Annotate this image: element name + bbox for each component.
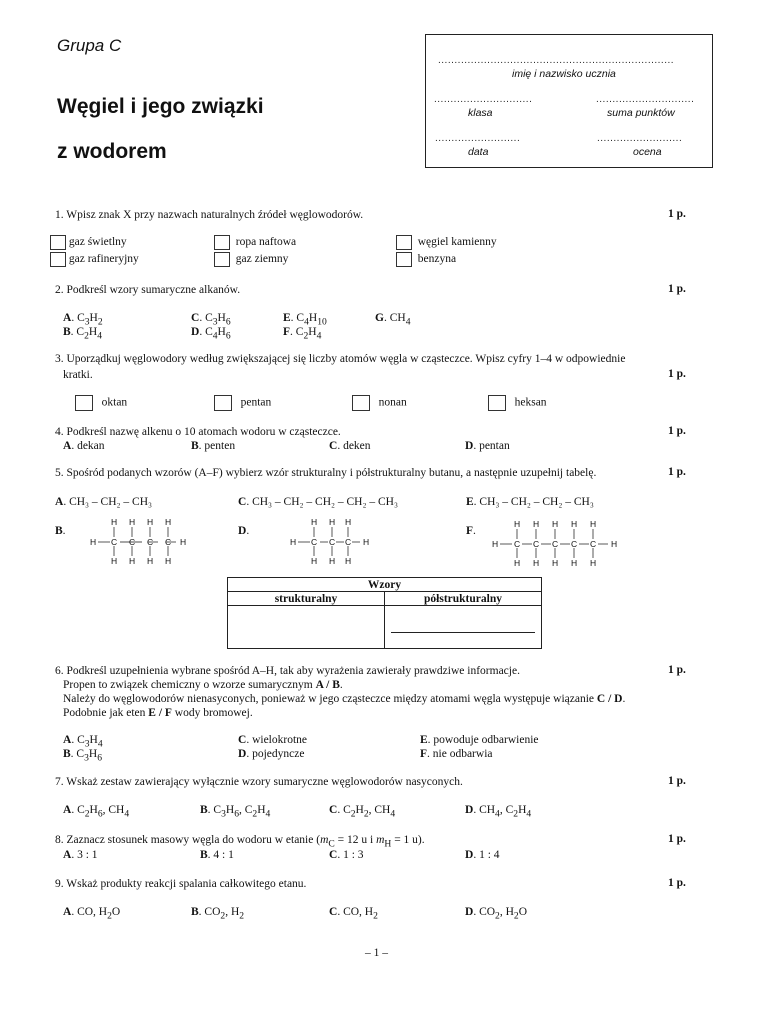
svg-text:H: H bbox=[111, 517, 118, 527]
q9-points: 1 p. bbox=[668, 877, 686, 889]
q2-option-d[interactable]: D. $C_4H_6$ bbox=[191, 326, 231, 342]
q4-option-d[interactable]: D. pentan bbox=[465, 440, 510, 452]
svg-text:H: H bbox=[290, 537, 297, 547]
answer-line bbox=[391, 632, 535, 633]
q2-text: 2. Podkreśl wzory sumaryczne alkanów. bbox=[55, 284, 241, 296]
q2-option-a[interactable]: A. $C_3H_2$ bbox=[63, 312, 103, 328]
page-title: Węgiel i jego związki bbox=[57, 95, 264, 118]
svg-text:C: C bbox=[165, 537, 172, 547]
choice-ef[interactable]: E / F bbox=[148, 707, 172, 719]
svg-text:H: H bbox=[345, 517, 352, 527]
q9-text: 9. Wskaż produkty reakcji spalania całkowitego etanu. bbox=[55, 878, 307, 890]
svg-text:H: H bbox=[311, 517, 318, 527]
svg-text:H: H bbox=[329, 556, 336, 566]
q9-option-b[interactable]: B. $CO_2$, $H_2$ bbox=[191, 906, 245, 922]
q8-option-c[interactable]: C. 1 : 3 bbox=[329, 849, 364, 861]
svg-text:C: C bbox=[111, 537, 118, 547]
q6-option-c[interactable]: C. wielokrotne bbox=[238, 734, 307, 746]
q2-option-b[interactable]: B. $C_2H_4$ bbox=[63, 326, 102, 342]
svg-text:C: C bbox=[571, 539, 578, 549]
answer-box[interactable] bbox=[352, 395, 370, 411]
q1-option[interactable]: gaz ziemny bbox=[214, 252, 288, 267]
svg-text:H: H bbox=[345, 556, 352, 566]
svg-text:C: C bbox=[514, 539, 521, 549]
q5-text: 5. Spośród podanych wzorów (A–F) wybierz wzór strukturalny i półstrukturalny butanu, a następnie uzupełnij tabelę. bbox=[55, 467, 597, 479]
date-field[interactable]: .......................... bbox=[435, 133, 521, 144]
q1-option[interactable]: benzyna bbox=[396, 252, 456, 267]
class-label: klasa bbox=[468, 107, 493, 119]
svg-text:H: H bbox=[363, 537, 370, 547]
svg-text:H: H bbox=[129, 556, 136, 566]
q8-option-a[interactable]: A. 3 : 1 bbox=[63, 849, 98, 861]
q2-option-e[interactable]: E. $C_4H_{10}$ bbox=[283, 312, 327, 328]
svg-text:H: H bbox=[533, 519, 540, 529]
svg-text:H: H bbox=[590, 558, 597, 568]
q6-line3: Podobnie jak eten E / F wody bromowej. bbox=[63, 707, 253, 719]
choice-cd[interactable]: C / D bbox=[596, 693, 623, 705]
q7-option-d[interactable]: D. $CH_4$, $C_2H_4$ bbox=[465, 804, 532, 820]
structure-butane bbox=[88, 516, 193, 566]
q8-points: 1 p. bbox=[668, 833, 686, 845]
q3-option[interactable]: nonan bbox=[352, 395, 407, 411]
svg-text:H: H bbox=[514, 558, 521, 568]
svg-text:H: H bbox=[492, 539, 499, 549]
svg-text:H: H bbox=[90, 537, 97, 547]
points-field[interactable]: .............................. bbox=[596, 94, 695, 105]
answer-box[interactable] bbox=[488, 395, 506, 411]
q3-text-2: kratki. bbox=[63, 369, 93, 381]
q5-label-b[interactable]: B. bbox=[55, 525, 66, 537]
q4-text: 4. Podkreśl nazwę alkenu o 10 atomach wodoru w cząsteczce. bbox=[55, 426, 341, 438]
svg-text:C: C bbox=[311, 537, 318, 547]
svg-text:H: H bbox=[571, 519, 578, 529]
q4-option-b[interactable]: B. penten bbox=[191, 440, 236, 452]
svg-text:H: H bbox=[552, 558, 559, 568]
svg-text:H: H bbox=[590, 519, 597, 529]
q5-formula-c[interactable]: C. CH₃ – CH₂ – CH₂ – CH₂ – CH₃ bbox=[238, 496, 398, 508]
q1-text: 1. Wpisz znak X przy nazwach naturalnych źródeł węglowodorów. bbox=[55, 209, 364, 221]
checkbox[interactable] bbox=[396, 252, 412, 267]
q8-text: 8. Zaznacz stosunek masowy węgla do wodoru w etanie ($m_C = 12$ u i $m_H = 1$ u). bbox=[55, 834, 425, 850]
q2-option-f[interactable]: F. $C_2H_4$ bbox=[283, 326, 322, 342]
table-col-structural: strukturalny bbox=[228, 592, 385, 606]
q8-option-b[interactable]: B. 4 : 1 bbox=[200, 849, 234, 861]
svg-text:H: H bbox=[180, 537, 187, 547]
q9-option-d[interactable]: D. $CO_2$, $H_2O$ bbox=[465, 906, 528, 922]
q1-option[interactable]: gaz świetlny bbox=[50, 235, 127, 250]
svg-text:C: C bbox=[552, 539, 559, 549]
q1-points: 1 p. bbox=[668, 208, 686, 220]
svg-text:H: H bbox=[129, 517, 136, 527]
q6-option-b[interactable]: B. $C_3H_6$ bbox=[63, 748, 102, 764]
q3-text: 3. Uporządkuj węglowodory według zwiększającej się liczby atomów węgla w cząsteczce. Wpisz cyfry 1–4 w odpowiednie bbox=[55, 353, 626, 365]
structure-hexane bbox=[490, 518, 622, 570]
q4-option-c[interactable]: C. deken bbox=[329, 440, 371, 452]
answer-cell-structural[interactable] bbox=[228, 606, 385, 649]
date-label: data bbox=[468, 146, 489, 158]
page-number: – 1 – bbox=[365, 947, 388, 959]
svg-text:H: H bbox=[329, 517, 336, 527]
svg-text:H: H bbox=[111, 556, 118, 566]
q7-points: 1 p. bbox=[668, 775, 686, 787]
svg-text:H: H bbox=[165, 517, 172, 527]
q1-option[interactable]: gaz rafineryjny bbox=[50, 252, 139, 267]
q6-points: 1 p. bbox=[668, 664, 686, 676]
checkbox[interactable] bbox=[50, 252, 66, 267]
q8-option-d[interactable]: D. 1 : 4 bbox=[465, 849, 500, 861]
choice-ab[interactable]: A / B bbox=[315, 679, 340, 691]
svg-text:H: H bbox=[611, 539, 618, 549]
q9-option-c[interactable]: C. CO, $H_2$ bbox=[329, 906, 378, 922]
q4-option-a[interactable]: A. dekan bbox=[63, 440, 105, 452]
page-title-line2: z wodorem bbox=[57, 140, 167, 163]
svg-text:C: C bbox=[533, 539, 540, 549]
svg-text:H: H bbox=[147, 517, 154, 527]
q6-option-a[interactable]: A. $C_3H_4$ bbox=[63, 734, 103, 750]
class-field[interactable]: .............................. bbox=[434, 94, 533, 105]
checkbox[interactable] bbox=[50, 235, 66, 250]
table-col-semistructural: półstrukturalny bbox=[385, 592, 542, 606]
structure-propane bbox=[288, 516, 373, 566]
q5-label-f[interactable]: F. bbox=[466, 525, 476, 537]
points-label: suma punktów bbox=[607, 107, 675, 119]
svg-text:C: C bbox=[590, 539, 597, 549]
checkbox[interactable] bbox=[214, 235, 230, 250]
svg-text:H: H bbox=[552, 519, 559, 529]
q6-text: 6. Podkreśl uzupełnienia wybrane spośród A–H, tak aby wyrażenia zawierały prawdziwe informacje. bbox=[55, 665, 520, 677]
svg-text:H: H bbox=[311, 556, 318, 566]
name-label: imię i nazwisko ucznia bbox=[512, 68, 616, 80]
group-label: Grupa C bbox=[57, 36, 122, 55]
q3-option[interactable]: heksan bbox=[488, 395, 547, 411]
q3-points: 1 p. bbox=[668, 368, 686, 380]
q7-option-c[interactable]: C. $C_2H_2$, $CH_4$ bbox=[329, 804, 396, 820]
grade-label: ocena bbox=[633, 146, 662, 158]
svg-text:C: C bbox=[147, 537, 154, 547]
svg-text:H: H bbox=[571, 558, 578, 568]
q6-option-d[interactable]: D. pojedyncze bbox=[238, 748, 305, 760]
svg-text:C: C bbox=[129, 537, 136, 547]
q9-option-a[interactable]: A. CO, $H_2O$ bbox=[63, 906, 121, 922]
q2-points: 1 p. bbox=[668, 283, 686, 295]
q3-option[interactable]: oktan bbox=[75, 395, 127, 411]
table-header: Wzory bbox=[228, 578, 542, 592]
svg-text:C: C bbox=[329, 537, 336, 547]
q5-formula-e[interactable]: E. CH₃ – CH₂ – CH₂ – CH₃ bbox=[466, 496, 594, 508]
q5-points: 1 p. bbox=[668, 466, 686, 478]
q1-option[interactable]: węgiel kamienny bbox=[396, 235, 497, 250]
svg-text:H: H bbox=[514, 519, 521, 529]
svg-text:H: H bbox=[165, 556, 172, 566]
grade-field[interactable]: .......................... bbox=[597, 133, 683, 144]
q5-formula-a[interactable]: A. CH₃ – CH₂ – CH₃ bbox=[55, 496, 153, 508]
answer-cell-semistructural[interactable] bbox=[385, 606, 542, 649]
q6-line1: Propen to związek chemiczny o wzorze sumarycznym A / B. bbox=[63, 679, 343, 691]
svg-text:C: C bbox=[345, 537, 352, 547]
q7-text: 7. Wskaż zestaw zawierający wyłącznie wzory sumaryczne węglowodorów nasyconych. bbox=[55, 776, 463, 788]
q6-option-f[interactable]: F. nie odbarwia bbox=[420, 748, 493, 760]
q6-line2: Należy do węglowodorów nienasyconych, ponieważ w jego cząsteczce między atomami węgla występuje wiązanie C / D. bbox=[63, 693, 626, 705]
q2-option-c[interactable]: C. $C_3H_6$ bbox=[191, 312, 231, 328]
svg-text:H: H bbox=[533, 558, 540, 568]
student-info-box bbox=[425, 34, 713, 168]
answer-box[interactable] bbox=[75, 395, 93, 411]
q3-option[interactable]: pentan bbox=[214, 395, 271, 411]
q6-option-e[interactable]: E. powoduje odbarwienie bbox=[420, 734, 539, 746]
q2-option-g[interactable]: G. $CH_4$ bbox=[375, 312, 411, 328]
answer-box[interactable] bbox=[214, 395, 232, 411]
checkbox[interactable] bbox=[396, 235, 412, 250]
q5-label-d[interactable]: D. bbox=[238, 525, 250, 537]
name-field[interactable]: ........................................................................ bbox=[438, 55, 675, 66]
checkbox[interactable] bbox=[214, 252, 230, 267]
svg-text:H: H bbox=[147, 556, 154, 566]
q7-option-a[interactable]: A. $C_2H_6$, $CH_4$ bbox=[63, 804, 130, 820]
q4-points: 1 p. bbox=[668, 425, 686, 437]
q7-option-b[interactable]: B. $C_3H_6$, $C_2H_4$ bbox=[200, 804, 271, 820]
q5-answer-table bbox=[227, 577, 542, 649]
q1-option[interactable]: ropa naftowa bbox=[214, 235, 296, 250]
